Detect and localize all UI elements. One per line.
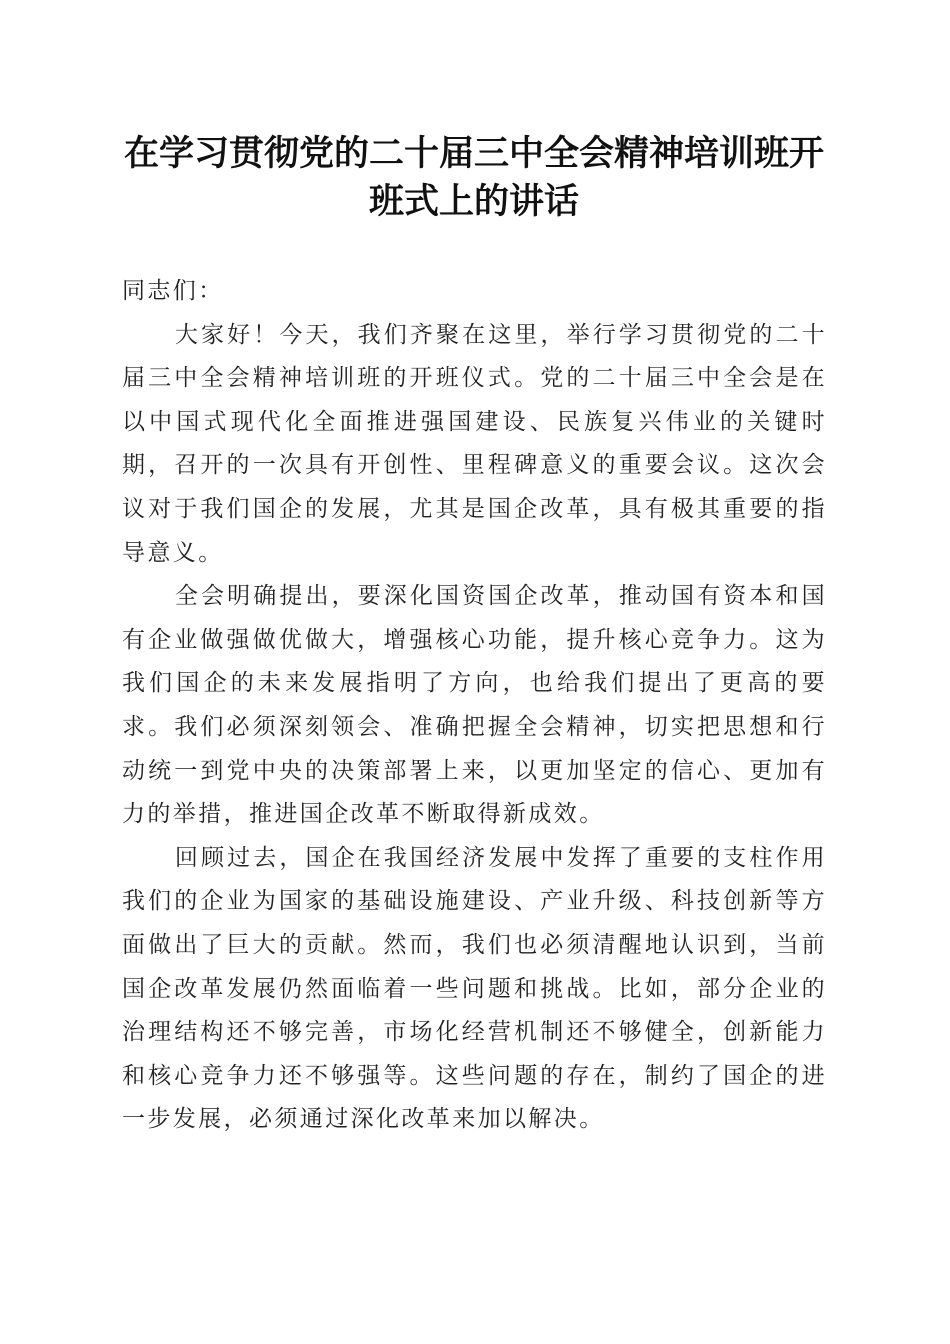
document-body <box>122 270 832 1142</box>
paragraph-1: 大家好！今天，我们齐聚在这里，举行学习贯彻党的二十届三中全会精神培训班的开班仪式。党的二十届三中全会是在以中国式现代化全面推进强国建设、民族复兴伟业的关键时期，召开的一次具有开创性、里程碑意义的重要会议。这次会议对于我们国企的发展，尤其是国企改革，具有极其重要的指导意义。 <box>122 321 827 566</box>
paragraph-2: 全会明确提出，要深化国资国企改革，推动国有资本和国有企业做强做优做大，增强核心功能，提升核心竞争力。这为我们国企的未来发展指明了方向，也给我们提出了更高的要求。我们必须深刻领会、准确把握全会精神，切实把思想和行动统一到党中央的决策部署上来，以更加坚定的信心、更加有力的举措，推进国企改革不断取得新成效。 <box>122 583 827 828</box>
title-line-2: 班式上的讲话 <box>368 181 579 222</box>
salutation: 同志们： <box>122 278 224 304</box>
title-line-1: 在学习贯彻党的二十届三中全会精神培训班开 <box>123 133 824 174</box>
document-title <box>116 130 832 226</box>
paragraph-3: 回顾过去，国企在我国经济发展中发挥了重要的支柱作用我们的企业为国家的基础设施建设、产业升级、科技创新等方面做出了巨大的贡献。然而，我们也必须清醒地认识到，当前国企改革发展仍然面临着一些问题和挑战。比如，部分企业的治理结构还不够完善，市场化经营机制还不够健全，创新能力和核心竞争力还不够强等。这些问题的存在，制约了国企的进一步发展，必须通过深化改革来加以解决。 <box>122 844 827 1133</box>
